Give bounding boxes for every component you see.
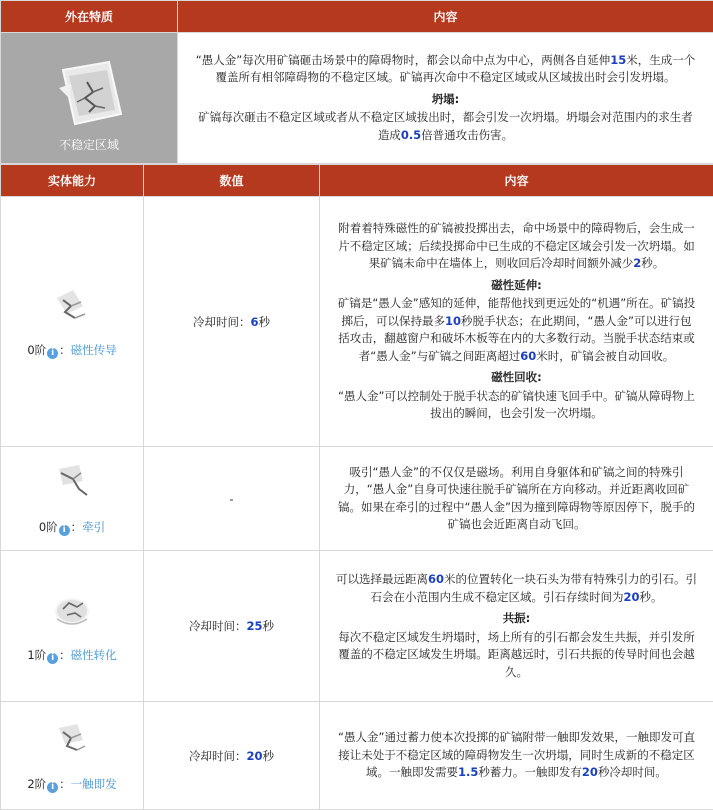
ability-content: 附着着特殊磁性的矿镐被投掷出去，命中场景中的障碍物后，会生成一片不稳定区域；后续投掷命中已生成的不稳定区域会引发一次坍塌。如果矿镐未命中在墙体上，则收回后冷却时间额外减少2秒。 磁性延伸: 矿镐是“愚人金”感知的延伸，能帮他找到更远处的“机遇”所在。矿镐投掷后，可以保持最多10秒脱手状态；在此期间，“愚人金”可以进行包括攻击，翻越窗户和破坏木板等在内的大多数行动。当脱手状态结束或者“愚人金”与矿镐之间距离超过60米时，矿镐会被自动回收。 磁性回收: “愚人金”可以控制处于脱手状态的矿镐快速飞回手中。矿镐从障碍物上拔出的瞬间，也会引发一次坍塌。 <box>320 197 713 447</box>
collapse-desc: 矿镐每次砸击不稳定区域或者从不稳定区域拔出时，都会引发一次坍塌。坍塌会对范围内的求生者造成0.5倍普通攻击伤害。 <box>194 109 697 144</box>
ability-level: 0阶 <box>39 520 58 534</box>
trait-name: 不稳定区域 <box>1 136 177 153</box>
ability-content <box>320 447 713 551</box>
trait-cell <box>1 33 178 164</box>
ability-link-magnetic-conduction[interactable]: 磁性传导 <box>71 343 117 357</box>
trait-col-header: 外在特质 <box>1 1 178 33</box>
table-row <box>1 447 713 551</box>
magnetic-recall-heading: 磁性回收: <box>336 369 697 387</box>
trait-table <box>0 0 713 164</box>
ability-level: 2阶 <box>27 777 46 791</box>
ability-content: “愚人金”通过蓄力使本次投掷的矿镐附带一触即发效果，一触即发可直接让未处于不稳定区域的障碍物发生一次坍塌，同时生成新的不稳定区域。一触即发需要1.5秒蓄力。一触即发有20秒冷却时间。 <box>320 702 713 810</box>
table-row <box>1 197 713 447</box>
ability-value: 冷却时间：20秒 <box>144 702 320 810</box>
trait-content <box>178 33 713 164</box>
ability-value: - <box>144 447 320 551</box>
ability-cell: 0阶 i ：磁性传导 <box>1 197 144 447</box>
unstable-zone-icon <box>49 58 129 130</box>
ability-link-magnetic-conversion[interactable]: 磁性转化 <box>71 648 117 662</box>
ability-link-hair-trigger[interactable]: 一触即发 <box>71 777 117 791</box>
ability-link-traction[interactable]: 牵引 <box>82 520 105 534</box>
ability-table <box>0 164 713 810</box>
ability-value: 冷却时间：6秒 <box>144 197 320 447</box>
ability-content-header: 内容 <box>320 165 713 197</box>
value-col-header: 数值 <box>144 165 320 197</box>
ability-cell: 1阶 i ：磁性转化 <box>1 551 144 702</box>
magnetic-conversion-icon <box>49 589 95 629</box>
info-icon[interactable]: i <box>47 653 58 664</box>
ability-content: 可以选择最远距离60米的位置转化一块石头为带有特殊引力的引石。引石会在小范围内生成不稳定区域。引石存续时间为20秒。 共振: 每次不稳定区域发生坍塌时，场上所有的引石都会发生共振，并引发所覆盖的不稳定区域发生坍塌。距离越远时，引石共振的传导时间也会越久。 <box>320 551 713 702</box>
traction-desc: 吸引“愚人金”的不仅仅是磁场。利用自身躯体和矿镐之间的特殊引力，“愚人金”自身可快速往脱手矿镐所在方向移动。并近距离收回矿镐。如果在牵引的过程中“愚人金”因为撞到障碍物等原因停下，脱手的矿镐也会近距离自动飞回。 <box>336 464 697 534</box>
table-row <box>1 551 713 702</box>
table-row <box>1 702 713 810</box>
resonance-desc: 每次不稳定区域发生坍塌时，场上所有的引石都会发生共振，并引发所覆盖的不稳定区域发生坍塌。距离越远时，引石共振的传导时间也会越久。 <box>336 629 697 682</box>
info-icon[interactable]: i <box>59 525 70 536</box>
ability-col-header: 实体能力 <box>1 165 144 197</box>
ability-level: 0阶 <box>27 343 46 357</box>
ability-level: 1阶 <box>27 648 46 662</box>
ability-value: 冷却时间：25秒 <box>144 551 320 702</box>
magnetic-extension-heading: 磁性延伸: <box>336 277 697 295</box>
trait-desc: “愚人金”每次用矿镐砸击场景中的障碍物时，都会以命中点为中心，两侧各自延伸15米，生成一个覆盖所有相邻障碍物的不稳定区域。矿镐再次命中不稳定区域或从区域拔出时会引发坍塌。 <box>194 52 697 87</box>
traction-icon <box>49 461 95 501</box>
collapse-heading: 坍塌: <box>194 91 697 109</box>
magnetic-conduction-icon <box>49 284 95 324</box>
trait-content-header: 内容 <box>178 1 713 33</box>
ability-cell: 0阶 i ：牵引 <box>1 447 144 551</box>
hair-trigger-icon <box>49 718 95 758</box>
info-icon[interactable]: i <box>47 348 58 359</box>
resonance-heading: 共振: <box>336 610 697 628</box>
info-icon[interactable]: i <box>47 782 58 793</box>
ability-cell: 2阶 i ：一触即发 <box>1 702 144 810</box>
magnetic-recall-desc: “愚人金”可以控制处于脱手状态的矿镐快速飞回手中。矿镐从障碍物上拔出的瞬间，也会引发一次坍塌。 <box>336 388 697 423</box>
